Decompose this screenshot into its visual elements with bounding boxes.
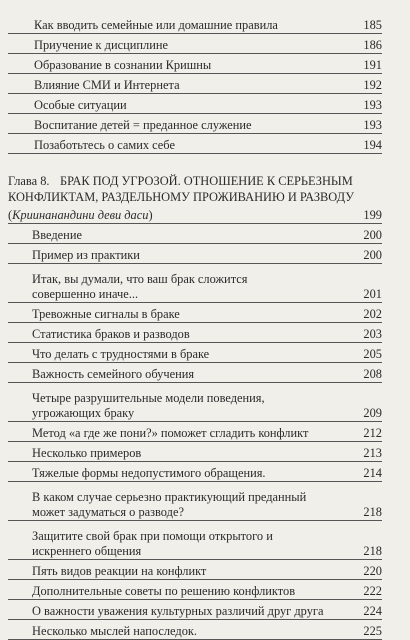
entry-page: 200 [363, 228, 382, 242]
toc-entry [8, 482, 382, 521]
entry-title: Позаботьтесь о самих себе [34, 138, 175, 152]
toc-entry [8, 14, 382, 34]
entry-page: 225 [363, 624, 382, 638]
toc-entry [8, 134, 382, 154]
entry-title: Важность семейного обучения [32, 367, 195, 381]
entry-title: Особые ситуации [34, 98, 127, 112]
toc-entry [8, 383, 382, 422]
toc-entry [8, 600, 382, 620]
table-of-contents [8, 0, 382, 640]
toc-entry [8, 94, 382, 114]
entry-title: В каком случае серьезно практикующий преданный может задуматься о разводе? [32, 490, 307, 519]
entry-title: Тяжелые формы недопустимого обращения. [32, 466, 266, 480]
entry-title: Влияние СМИ и Интернета [34, 78, 180, 92]
toc-entry [8, 462, 382, 482]
toc-entry [8, 323, 382, 343]
toc-entry [8, 34, 382, 54]
toc-entry [8, 363, 382, 383]
entry-title: Пример из практики [32, 248, 140, 262]
entry-title: Защитите свой брак при помощи открытого и искреннего общения [32, 529, 273, 558]
entry-title: Несколько примеров [32, 446, 142, 460]
entry-title: Четыре разрушительные модели поведения, угрожающих браку [32, 391, 265, 420]
entry-page: 209 [363, 406, 382, 420]
entry-page: 218 [363, 544, 382, 558]
toc-entry [8, 521, 382, 560]
toc-entry [8, 422, 382, 442]
entry-page: 202 [363, 307, 382, 321]
entry-title: Образование в сознании Кришны [34, 58, 212, 72]
entry-title: Приучение к дисциплине [34, 38, 168, 52]
toc-entry [8, 223, 382, 244]
entry-page: 220 [363, 564, 382, 578]
toc-entry [8, 114, 382, 134]
author-paren-close: ) [148, 208, 153, 222]
entry-page: 222 [363, 584, 382, 598]
toc-entry [8, 264, 382, 303]
entry-page: 218 [363, 505, 382, 519]
entry-title: Воспитание детей = преданное служение [34, 118, 252, 132]
entry-title: Метод «а где же пони?» поможет сгладить конфликт [32, 426, 309, 440]
chapter-heading [8, 174, 382, 205]
entry-page: 212 [363, 426, 382, 440]
entry-page: 214 [363, 466, 382, 480]
entry-title: Тревожные сигналы в браке [32, 307, 180, 321]
entry-page: 200 [363, 248, 382, 262]
chapter-label: Глава 8. [8, 174, 50, 188]
entry-page: 213 [363, 446, 382, 460]
chapter-title: БРАК ПОД УГРОЗОЙ. ОТНОШЕНИЕ К СЕРЬЕЗНЫМ КОНФЛИКТАМ, РАЗДЕЛЬНОМУ ПРОЖИВАНИЮ И РАЗВОДУ [8, 174, 354, 204]
entry-title: Статистика браков и разводов [32, 327, 190, 341]
toc-entry [8, 343, 382, 363]
entry-title: Как вводить семейные или домашние правила [34, 18, 278, 32]
author-page: 199 [363, 208, 382, 222]
entry-title: О важности уважения культурных различий друг друга [32, 604, 324, 618]
entry-page: 208 [363, 367, 382, 381]
toc-entry [8, 560, 382, 580]
author-paren-open: ( [8, 208, 13, 222]
toc-entry [8, 442, 382, 462]
entry-title: Итак, вы думали, что ваш брак сложится совершенно иначе... [32, 272, 248, 301]
entry-page: 186 [363, 38, 382, 52]
entry-title: Введение [32, 228, 82, 242]
entry-page: 203 [363, 327, 382, 341]
toc-entry [8, 54, 382, 74]
entry-page: 205 [363, 347, 382, 361]
entry-title: Пять видов реакции на конфликт [32, 564, 207, 578]
toc-entry [8, 74, 382, 94]
toc-entry [8, 303, 382, 323]
entry-page: 224 [363, 604, 382, 618]
toc-entry [8, 620, 382, 640]
entry-page: 192 [363, 78, 382, 92]
toc-entry [8, 580, 382, 600]
entry-page: 191 [363, 58, 382, 72]
entry-title: Несколько мыслей напоследок. [32, 624, 198, 638]
entry-page: 193 [363, 118, 382, 132]
chapter-author-entry [8, 205, 382, 223]
entry-page: 193 [363, 98, 382, 112]
chapter-author: Криинанандини деви даси [12, 208, 149, 222]
entry-page: 194 [363, 138, 382, 152]
entry-title: Дополнительные советы по решению конфликтов [32, 584, 296, 598]
entry-title: Что делать с трудностями в браке [32, 347, 210, 361]
entry-page: 201 [363, 287, 382, 301]
toc-entry [8, 244, 382, 264]
entry-page: 185 [363, 18, 382, 32]
